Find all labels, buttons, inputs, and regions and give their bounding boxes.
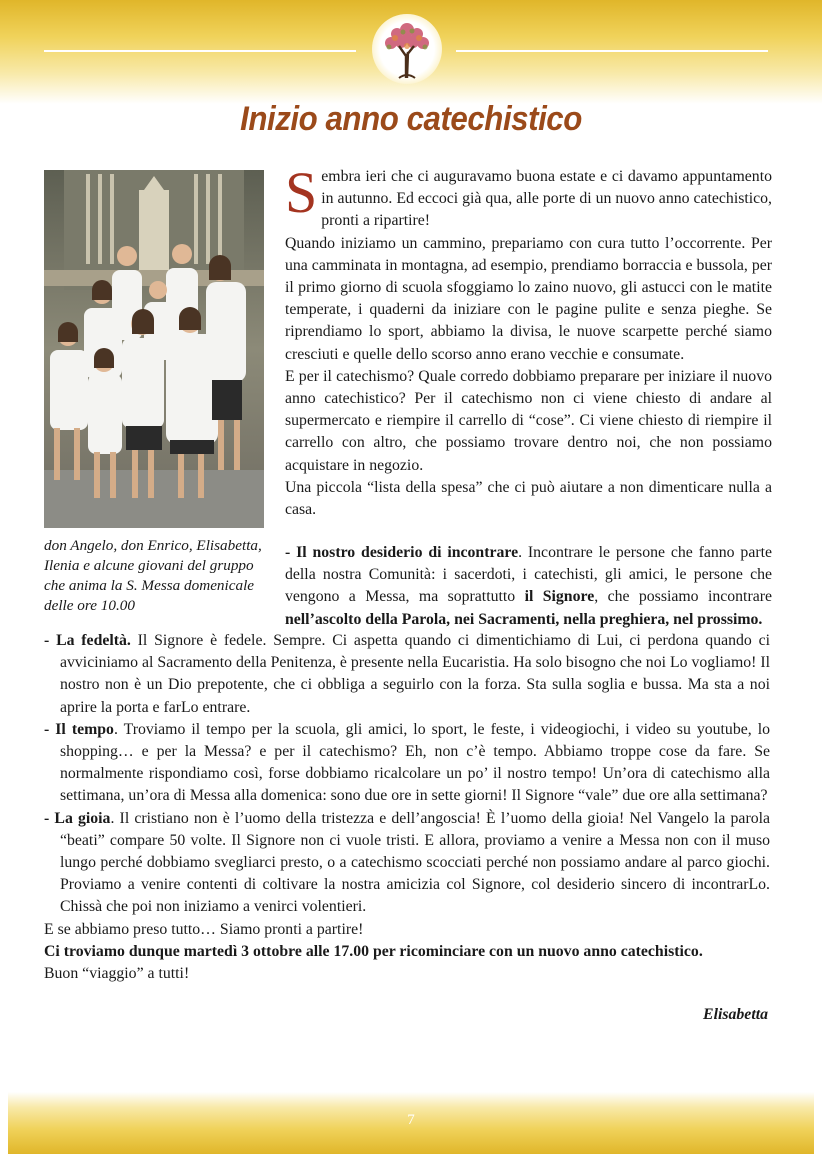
page-number: 7 <box>407 1112 415 1128</box>
drop-cap: S <box>285 160 318 225</box>
tree-icon <box>377 18 437 80</box>
intro-text <box>285 160 772 521</box>
list-dash: - <box>44 809 55 827</box>
list-item-fedelta <box>44 630 770 719</box>
header-rule-left <box>44 50 356 52</box>
intro-paragraph-2: Quando iniziamo un cammino, prepariamo con cura tutto l’occorrente. Per una camminata in montagna, ad esempio, prendiamo borraccia e bussola, per il primo giorno di scuola sfoggiamo lo zaino nuovo, gli astucci con le matite temperate, i quaderni da iniziare con le pagine pulite e senza pieghe. Se riprendiamo lo sport, abbiamo la divisa, le nuove scarpette perché siamo cresciuti e quelle dello scorso anno erano vecchie e consumate. <box>285 234 772 363</box>
closing-line-3: Buon “viaggio” a tutti! <box>44 965 190 983</box>
list-heading: La gioia <box>54 809 111 827</box>
closing-line-1: E se abbiamo preso tutto… Siamo pronti a partire! <box>44 920 364 938</box>
intro-paragraph-1 <box>285 160 772 233</box>
list-item-desiderio <box>285 542 772 631</box>
list-dash: - <box>44 720 56 738</box>
list-dash: - <box>44 632 57 649</box>
list-dash: - <box>285 544 297 561</box>
lower-text <box>44 630 770 985</box>
signature: Elisabetta <box>703 1006 768 1023</box>
intro-paragraph-1-text: embra ieri che ci auguravamo buona estate e ci davamo appuntamento in autunno. Ed eccoci già qua, alle porte di un nuovo anno catechistico, pronti a ripartire! <box>321 168 772 230</box>
list-heading: Il nostro desiderio di incontrare <box>296 544 519 561</box>
list-item-gioia <box>44 808 770 919</box>
intro-paragraph-3: E per il catechismo? Quale corredo dobbiamo preparare per iniziare il nuovo anno catechistico? Per il catechismo non ci viene chiesto di andare al supermercato e riempire il carrello di “cose”. Ci viene chiesto di riempire il carrello con altro, che possiamo trovare dentro noi, che non possiamo acquistare in negozio. <box>285 367 772 474</box>
list-text: . Troviamo il tempo per la scuola, gli amici, lo sport, le feste, i videogiochi, i video su youtube, lo shopping… e per la Messa? e per il catechismo? Eh, non c’è tempo. Abbiamo troppe cose da fare. Se normalmente rispondiamo così, forse dobbiamo ricalcolare un po’ il nostro tempo! Un’ora di catechismo alla settimana, un’ora di Messa alla domenica: sono due ore in sette giorni! Il Signore “vale” due ore alla settimana? <box>60 720 770 805</box>
page-title: Inizio anno catechistico <box>240 100 582 138</box>
list-heading: Il tempo <box>55 720 114 738</box>
list-heading: La fedeltà. <box>56 632 131 649</box>
list-text: . Il cristiano non è l’uomo della tristezza e dell’angoscia! È l’uomo della gioia! Nel Vangelo la parola “beati” compare 50 volte. Il Signore non ci vuole tristi. E allora, proviamo a venire a Messa non con il muso lungo perché dobbiamo svegliarci presto, o a catechismo scocciati perché non possiamo andare al parco giochi. Proviamo a venire contenti di coltivare la nostra amicizia col Signore, col desiderio sincero di incontrarLo. Chissà che poi non iniziamo a venirci volentieri. <box>60 809 770 916</box>
closing-line-2: Ci troviamo dunque martedì 3 ottobre alle 17.00 per ricominciare con un nuovo anno catechistico. <box>44 942 703 960</box>
list-text: . Incontrare le persone che fanno parte della nostra Comunità: i sacerdoti, i catechisti, gli amici, le persone che vengono a Messa, ma soprattutto <box>285 544 772 606</box>
list-text: , che possiamo incontrare <box>594 588 772 606</box>
photo-caption: don Angelo, don Enrico, Elisabetta, Ilenia e alcune giovani del gruppo che anima la S. Messa domenicale delle ore 10.00 <box>44 537 262 614</box>
intro-paragraph-4: Una piccola “lista della spesa” che ci può aiutare a non dimenticare nulla a casa. <box>285 478 772 519</box>
list-bold-text: il Signore <box>524 588 595 606</box>
list-text: Il Signore è fedele. Sempre. Ci aspetta quando ci dimentichiamo di Lui, ci perdona quando ci avviciniamo al Sacramento della Penitenza, è presente nella Eucaristia. Ha solo bisogno che noi Lo vogliamo! Il nostro non è un Dio prepotente, che ci obbliga a seguirlo con la forza. Sta sulla soglia e bussa. Ma sta a noi aprire la porta e farLo entrare. <box>60 632 770 716</box>
tree-logo <box>372 14 442 84</box>
header-rule-right <box>456 50 768 52</box>
list-bold-text: nell’ascolto della Parola, nei Sacramenti, nella preghiera, nel prossimo. <box>285 610 763 628</box>
list-item-tempo <box>44 719 770 808</box>
group-photo <box>44 170 264 528</box>
